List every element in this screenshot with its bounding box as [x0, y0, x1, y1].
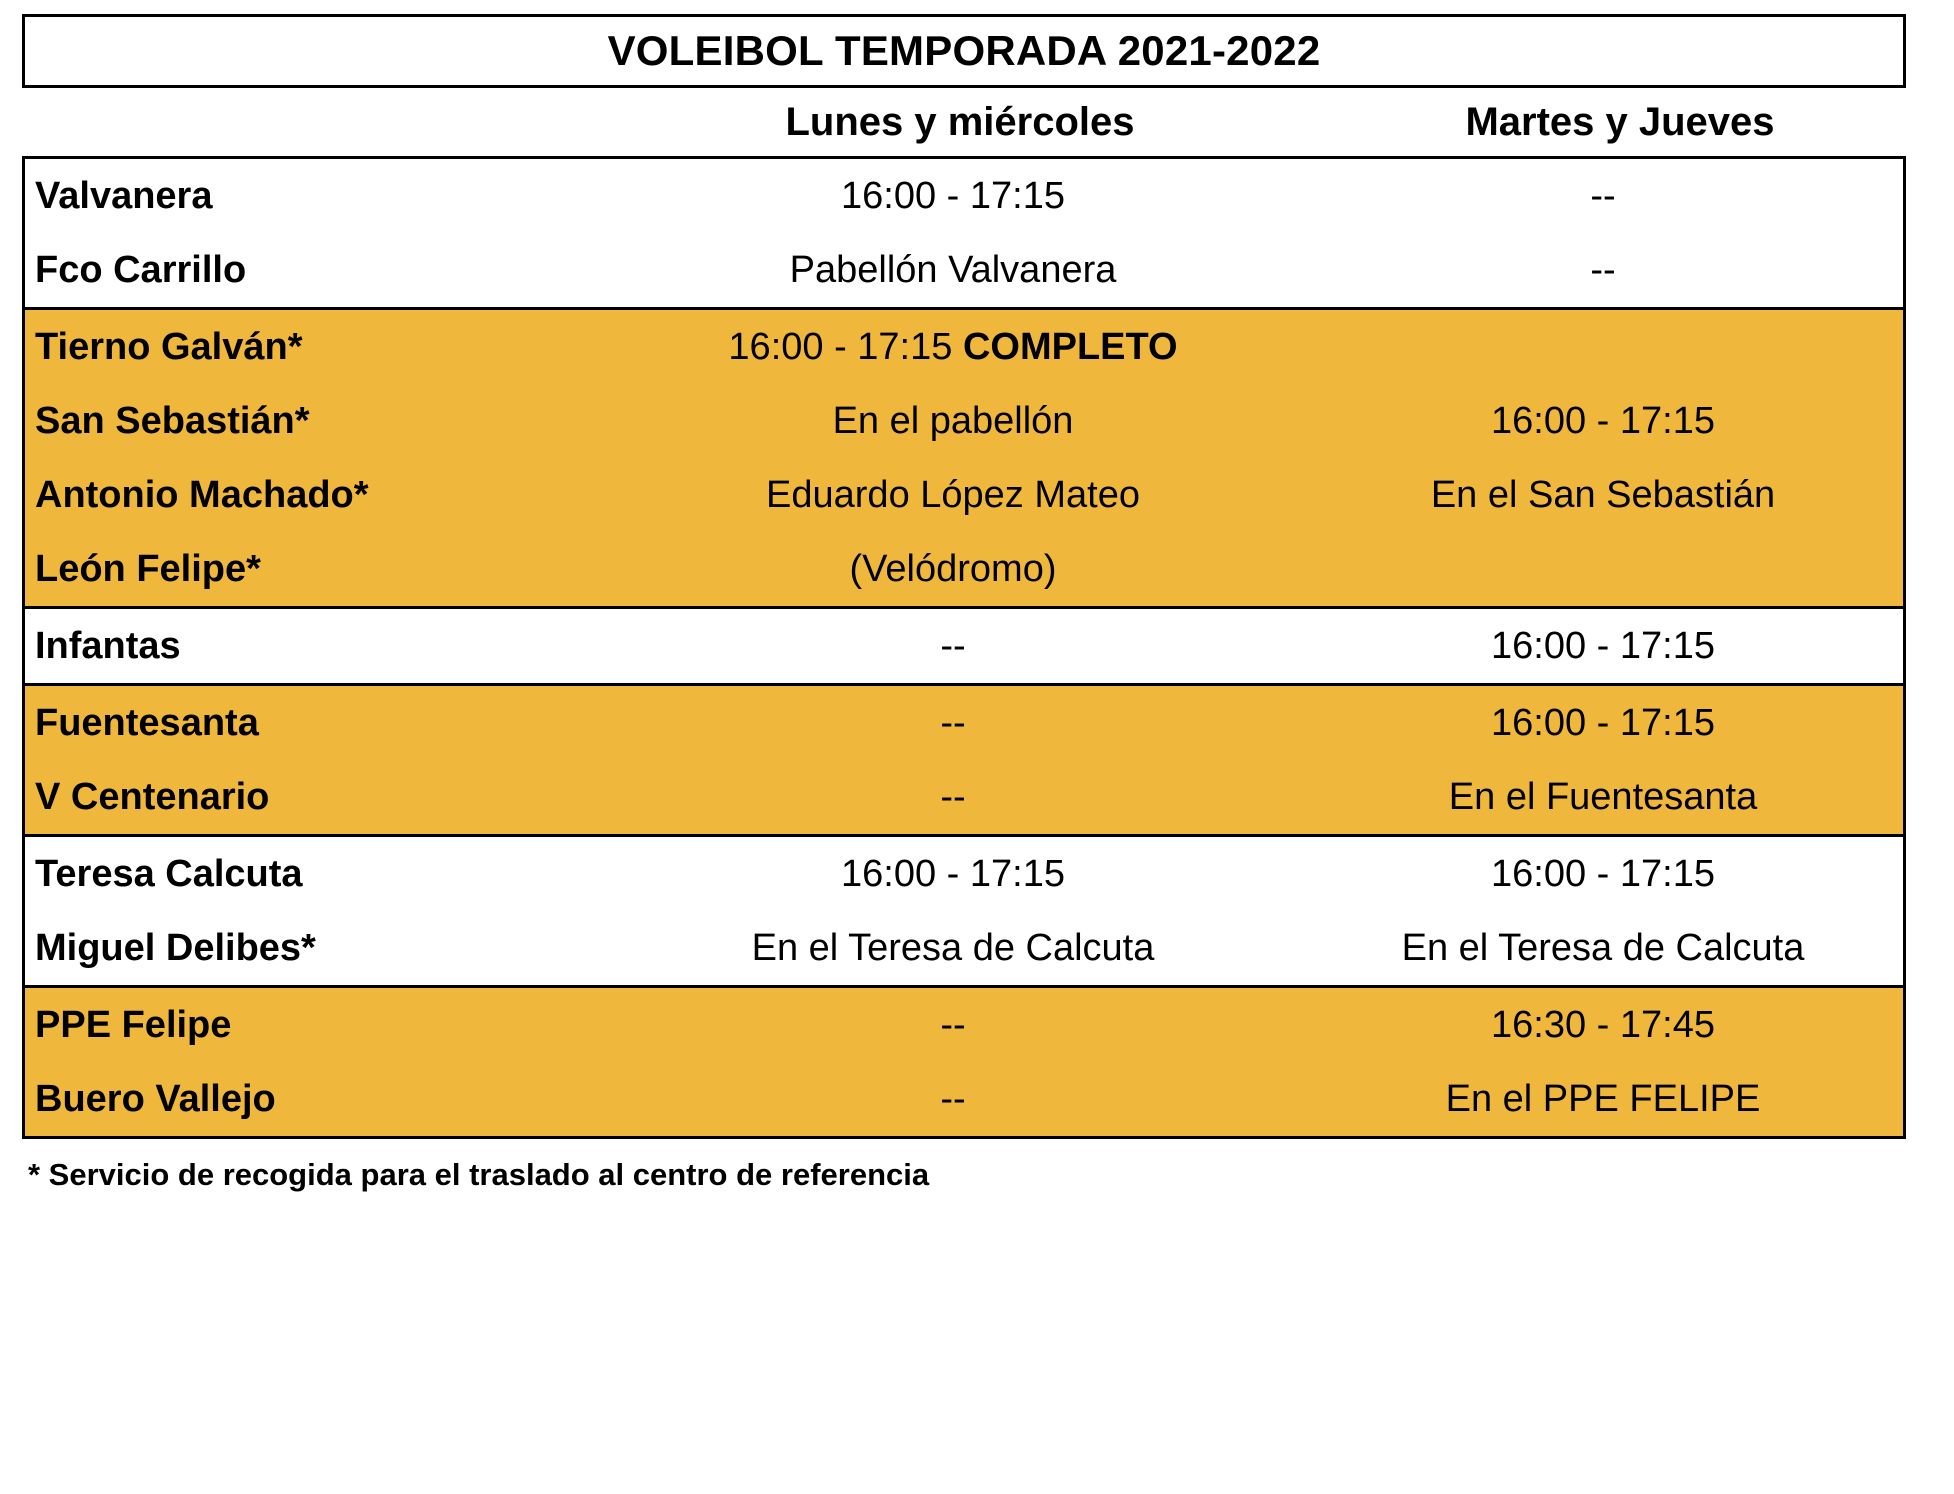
cell-martes-jueves: En el San Sebastián — [1430, 473, 1776, 516]
cell-lunes-miercoles: En el Teresa de Calcuta — [751, 926, 1155, 969]
center-name: Infantas — [35, 624, 181, 667]
cell-lunes-miercoles: -- — [940, 624, 966, 667]
cell-lunes-miercoles — [603, 326, 1303, 369]
page-title: VOLEIBOL TEMPORADA 2021-2022 — [607, 27, 1321, 74]
table-block — [25, 310, 1903, 609]
cell-lunes-miercoles: -- — [940, 701, 966, 744]
cell-martes-jueves: 16:00 - 17:15 — [1491, 624, 1715, 667]
table-row — [25, 837, 1903, 911]
cell-lunes-miercoles: Pabellón Valvanera — [789, 248, 1117, 291]
table-row — [25, 911, 1903, 985]
cell-lunes-miercoles: En el pabellón — [832, 399, 1074, 442]
center-name: Antonio Machado* — [35, 473, 369, 516]
center-name: San Sebastián* — [35, 399, 310, 442]
cell-lunes-miercoles: Eduardo López Mateo — [766, 473, 1140, 516]
column-header-martes-jueves: Martes y Jueves — [1465, 99, 1775, 144]
table-row — [25, 310, 1903, 384]
cell-lunes-miercoles: 16:00 - 17:15 — [841, 174, 1065, 217]
table-block — [25, 686, 1903, 837]
cell-lunes-miercoles: (Velódromo) — [849, 547, 1057, 590]
cell-martes-jueves: En el PPE FELIPE — [1445, 1077, 1761, 1120]
cell-lunes-miercoles: -- — [940, 775, 966, 818]
column-headers — [22, 88, 1906, 156]
table-row — [25, 384, 1903, 458]
cell-martes-jueves: En el Fuentesanta — [1448, 775, 1758, 818]
table-block — [25, 609, 1903, 686]
title-box — [22, 14, 1906, 88]
cell-martes-jueves: -- — [1590, 174, 1616, 217]
center-name: PPE Felipe — [35, 1003, 232, 1046]
table-row — [25, 458, 1903, 532]
table-row — [25, 988, 1903, 1062]
cell-martes-jueves: 16:00 - 17:15 — [1491, 852, 1715, 895]
center-name: Valvanera — [35, 174, 213, 217]
column-header-lunes-miercoles: Lunes y miércoles — [785, 99, 1135, 144]
center-name: Miguel Delibes* — [35, 926, 316, 969]
center-name: Tierno Galván* — [35, 325, 303, 368]
table-row — [25, 1062, 1903, 1136]
cell-martes-jueves: 16:00 - 17:15 — [1491, 399, 1715, 442]
table-row — [25, 609, 1903, 683]
cell-lunes-miercoles: -- — [940, 1077, 966, 1120]
table-block — [25, 988, 1903, 1136]
cell-martes-jueves: En el Teresa de Calcuta — [1401, 926, 1805, 969]
center-name: Teresa Calcuta — [35, 852, 303, 895]
footnote: * Servicio de recogida para el traslado al centro de referencia — [28, 1157, 930, 1192]
cell-lunes-miercoles: 16:00 - 17:15 — [841, 852, 1065, 895]
table-block — [25, 159, 1903, 310]
table-row — [25, 760, 1903, 834]
center-name: Fco Carrillo — [35, 248, 247, 291]
cell-status-completo: COMPLETO — [962, 325, 1178, 368]
center-name: Buero Vallejo — [35, 1077, 276, 1120]
table-row — [25, 233, 1903, 307]
center-name: León Felipe* — [35, 547, 261, 590]
cell-martes-jueves: -- — [1590, 248, 1616, 291]
center-name: V Centenario — [35, 775, 270, 818]
table-block — [25, 837, 1903, 988]
schedule-table — [22, 156, 1906, 1139]
center-name: Fuentesanta — [35, 701, 259, 744]
table-row — [25, 532, 1903, 606]
cell-lunes-miercoles: -- — [940, 1003, 966, 1046]
cell-martes-jueves: 16:00 - 17:15 — [1491, 701, 1715, 744]
cell-time-text: 16:00 - 17:15 — [728, 325, 963, 368]
table-row — [25, 686, 1903, 760]
cell-martes-jueves: 16:30 - 17:45 — [1491, 1003, 1715, 1046]
table-row — [25, 159, 1903, 233]
